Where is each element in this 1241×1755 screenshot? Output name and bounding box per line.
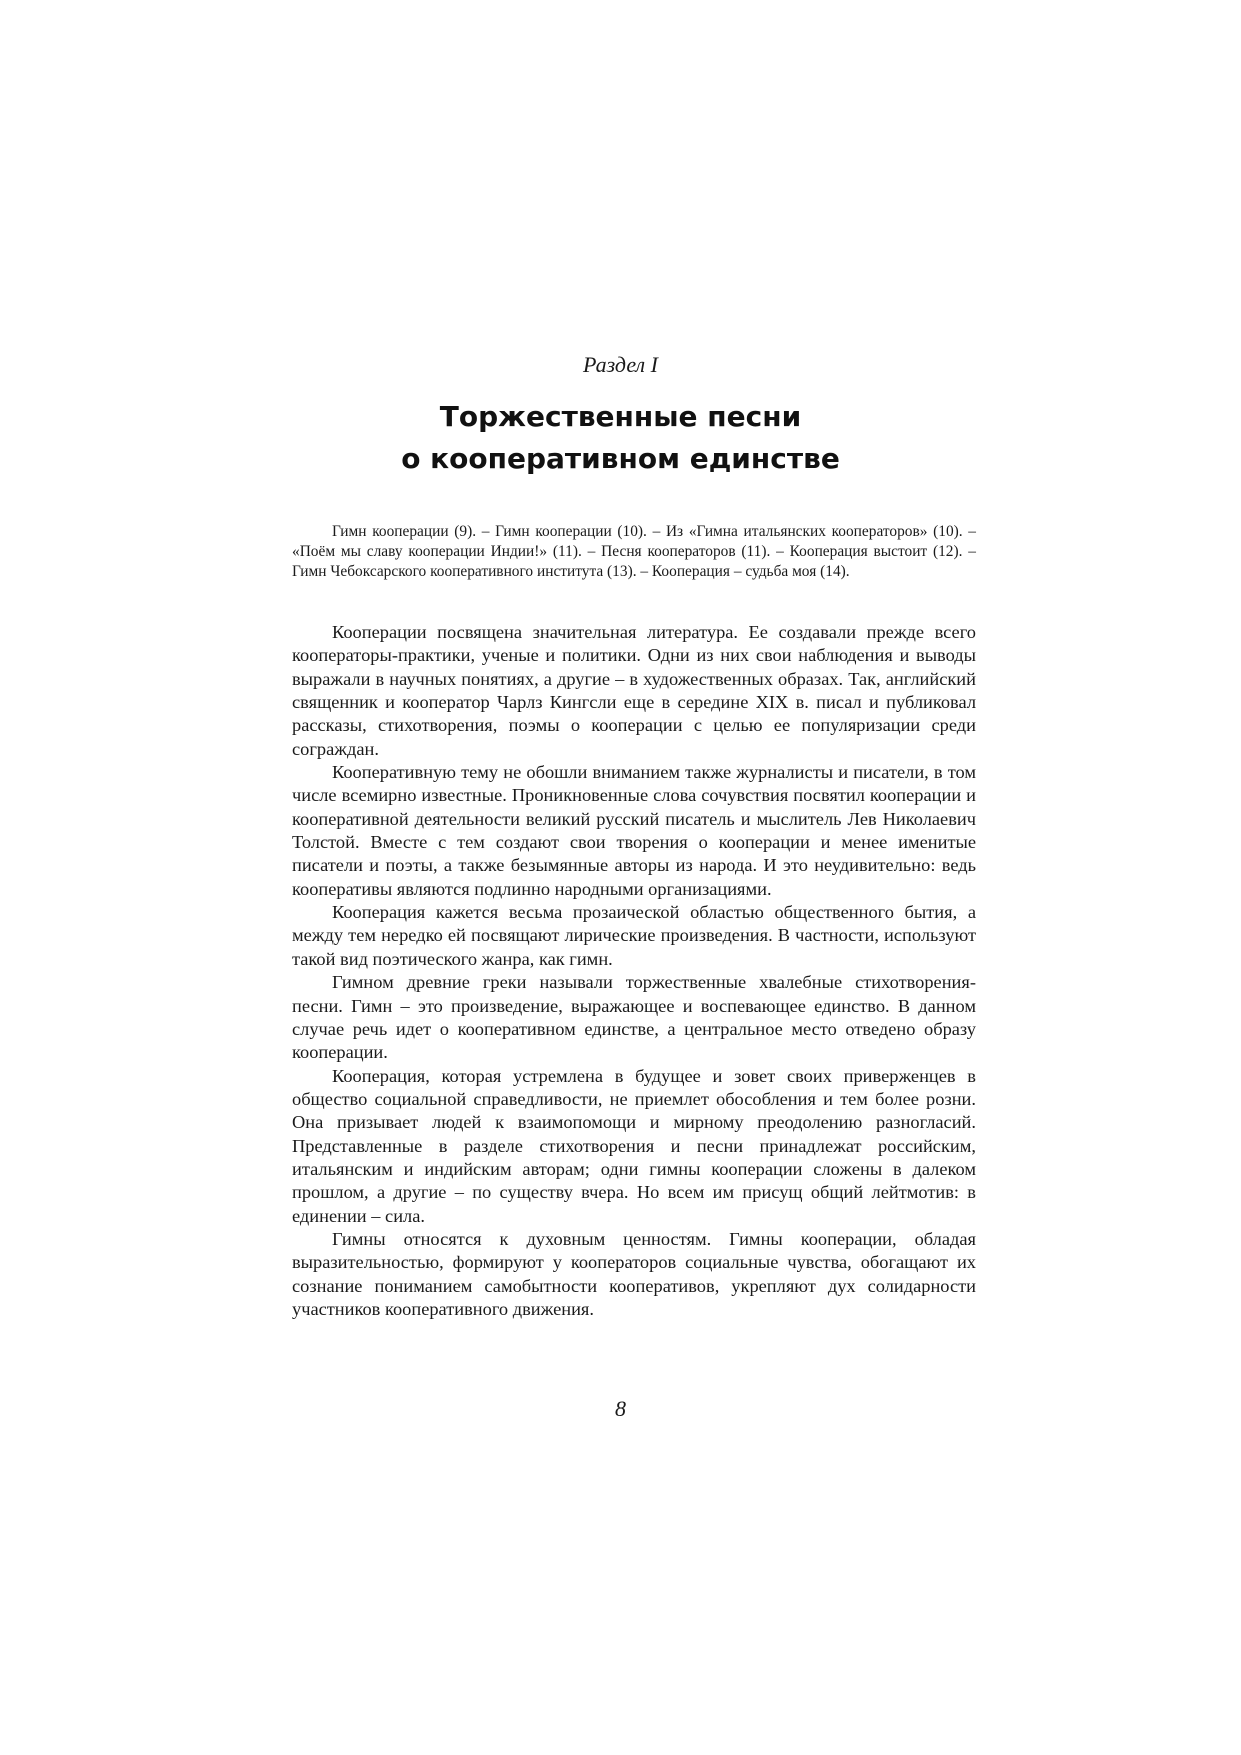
chapter-title-line-2: о кооперативном единстве	[401, 442, 840, 475]
section-label: Раздел I	[583, 352, 658, 377]
paragraph: Гимны относятся к духовным ценностям. Гимны кооперации, обладая выразительностью, формируют у кооператоров социальные чувства, обогащают их сознание пониманием самобытности кооперативов, укрепляют дух солидарности участников кооперативного движения.	[292, 1228, 976, 1319]
section-contents-summary: Гимн кооперации (9). – Гимн кооперации (10). – Из «Гимна итальянских кооператоров» (10). – «Поём мы славу кооперации Индии!» (11). – Песня кооператоров (11). – Кооперация выстоит (12). – Гимн Чебоксарского кооперативного института (13). – Кооперация – судьба моя (14).	[292, 523, 976, 580]
chapter-title	[0, 396, 1241, 480]
paragraph: Кооперативную тему не обошли вниманием также журналисты и писатели, в том числе всемирно известные. Проникновенные слова сочувствия посвятил кооперации и кооперативной деятельности великий русский писатель и мыслитель Лев Николаевич Толстой. Вместе с тем создают свои творения о кооперации и менее именитые писатели и поэты, а также безымянные авторы из народа. И это неудивительно: ведь кооперативы являются подлинно народными организациями.	[292, 762, 976, 899]
chapter-title-line-1: Торжественные песни	[439, 400, 802, 433]
paragraph: Гимном древние греки называли торжественные хвалебные стихотворения-песни. Гимн – это произведение, выражающее и воспевающее единство. В данном случае речь идет о кооперативном единстве, а центральное место отведено образу кооперации.	[292, 972, 976, 1063]
paragraph: Кооперация кажется весьма прозаической областью общественного бытия, а между тем нередко ей посвящают лирические произведения. В частности, используют такой вид поэтического жанра, как гимн.	[292, 902, 976, 969]
paragraph: Кооперация, которая устремлена в будущее и зовет своих приверженцев в общество социальной справедливости, не приемлет обособления и тем более розни. Она призывает людей к взаимопомощи и мирному преодолению разногласий. Представленные в разделе стихотворения и песни принадлежат российским, итальянским и индийским авторам; одни гимны кооперации сложены в далеком прошлом, а другие – по существу вчера. Но всем им присущ общий лейтмотив: в единении – сила.	[292, 1065, 976, 1226]
page-number: 8	[615, 1396, 626, 1421]
paragraph: Кооперации посвящена значительная литература. Ее создавали прежде всего кооператоры-практики, ученые и политики. Одни из них свои наблюдения и выводы выражали в научных понятиях, а другие – в художественных образах. Так, английский священник и кооператор Чарлз Кингсли еще в середине XIX в. писал и публиковал рассказы, стихотворения, поэмы о кооперации с целью ее популяризации среди сограждан.	[292, 622, 976, 759]
body-text	[292, 621, 976, 1321]
